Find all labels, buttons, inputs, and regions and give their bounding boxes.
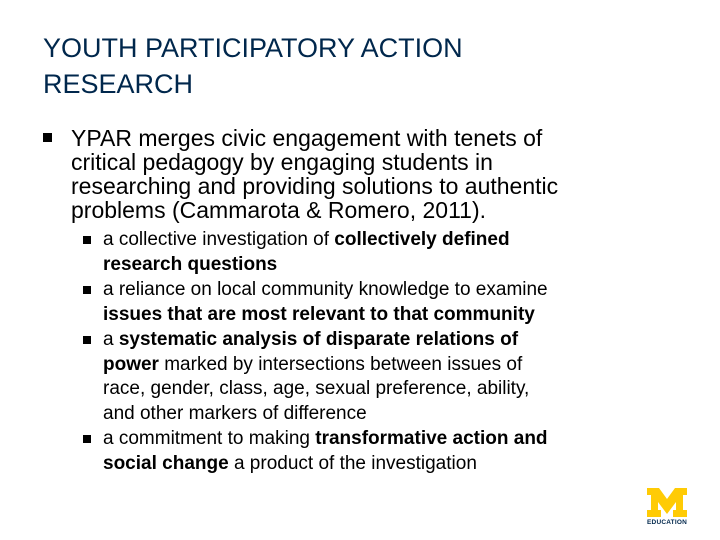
block-m-icon (647, 488, 687, 517)
emphasis-text: collectively defined (334, 229, 510, 250)
square-bullet-icon (43, 133, 52, 142)
sub-bullet-line (103, 253, 683, 278)
umich-education-logo (645, 488, 687, 530)
emphasis-text: transformative action and (315, 428, 548, 449)
slide-title (43, 30, 663, 102)
emphasis-text: research questions (103, 253, 278, 275)
sub-bullet-line: a systematic analysis of disparate relations of (103, 329, 519, 350)
square-bullet-icon (83, 435, 91, 443)
sub-bullet-item (43, 427, 683, 476)
sub-bullet-item (43, 228, 683, 277)
main-bullet (43, 126, 683, 222)
square-bullet-icon (83, 286, 91, 294)
slide-title-line: YOUTH PARTICIPATORY ACTION (43, 33, 463, 63)
emphasis-text: power (103, 353, 159, 375)
emphasis-text: systematic analysis of disparate relations of (118, 329, 519, 350)
emphasis-text: issues that are most relevant to that community (103, 303, 535, 325)
sub-bullet-line: a collective investigation of collectively defined (103, 229, 510, 250)
slide-body (43, 126, 683, 477)
main-bullet-line: researching and providing solutions to authentic (71, 173, 559, 199)
logo-wordmark: EDUCATION (647, 519, 687, 526)
sub-bullet-item (43, 278, 683, 327)
sub-bullet-line (103, 303, 683, 328)
sub-bullet-line: a commitment to making transformative action and (103, 428, 548, 449)
square-bullet-icon (83, 236, 91, 244)
sub-bullet-line: power marked by intersections between issues of (103, 353, 523, 375)
slide-title-line: RESEARCH (43, 69, 194, 99)
sub-bullet-line: a reliance on local community knowledge to examine (103, 279, 548, 300)
emphasis-text: social change (103, 452, 229, 474)
main-bullet-line: problems (Cammarota & Romero, 2011). (71, 197, 486, 223)
sub-bullet-item (43, 328, 683, 426)
sub-bullet-line: and other markers of difference (103, 402, 367, 424)
main-bullet-line: YPAR merges civic engagement with tenets of (71, 125, 543, 151)
main-bullet-line: critical pedagogy by engaging students in (71, 149, 493, 175)
sub-bullet-line: social change a product of the investigation (103, 452, 477, 474)
square-bullet-icon (83, 336, 91, 344)
sub-bullet-line: race, gender, class, age, sexual preference, ability, (103, 378, 530, 399)
sub-bullet-list (43, 228, 683, 476)
